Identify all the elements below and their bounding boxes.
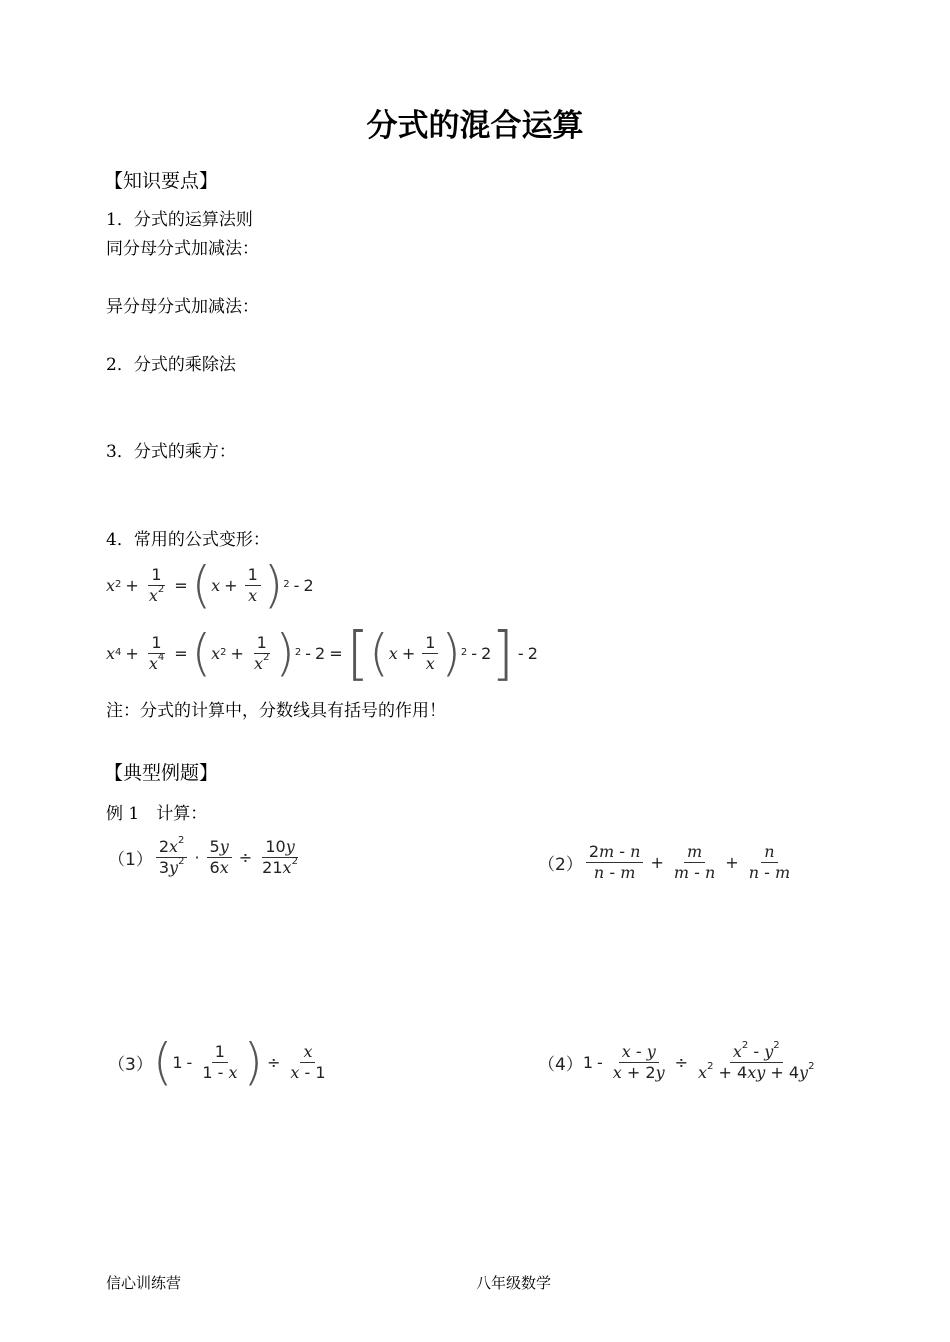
formula-identity-2: x 4 + $\frac{1}{x^4}$ = ( x 2 + $\frac{1}{x^2}$ ) 2 - 2 = [ ( x + $\frac{1}{x}$ ) 2 - 2 ] - 2	[106, 619, 538, 687]
problem-1-label: （1）	[108, 849, 153, 870]
problem-4-label: （4）	[538, 1054, 583, 1075]
problem-2: （2） $\frac{2m - n}{n - m}$ + $\frac{m}{m - n}$ + $\frac{n}{n - m}$	[538, 841, 791, 882]
same-denominator-rule: 同分母分式加减法：	[106, 239, 259, 259]
knowledge-item-4: 4．常用的公式变形：	[106, 530, 270, 550]
knowledge-heading: 【知识要点】	[104, 170, 219, 192]
examples-heading: 【典型例题】	[104, 762, 219, 784]
problem-1: （1） $\frac{2x^2}{3y^2}$ · $\frac{5y}{6x}$ ÷ $\frac{10y}{21x^2}$	[108, 834, 298, 877]
example-1-label: 例 1 计算：	[106, 804, 208, 824]
problem-4: （4） 1 - $\frac{x - y}{x + 2y}$ ÷ $\frac{x^2 - y^2}{x^2 + 4xy + 4y^2}$	[538, 1039, 815, 1082]
knowledge-item-3: 3．分式的乘方：	[106, 442, 236, 462]
problem-3-label: （3）	[108, 1054, 153, 1075]
footer-left: 信心训练营	[106, 1274, 182, 1292]
problem-2-label: （2）	[538, 854, 583, 875]
problem-3: （3） ( 1 - $\frac{1}{1 - x}$ ) ÷ $\frac{x}{x - 1}$	[108, 1033, 326, 1091]
footer-center: 八年级数学	[476, 1274, 552, 1292]
note: 注：分式的计算中，分数线具有括号的作用！	[106, 701, 446, 721]
knowledge-item-1: 1．分式的运算法则	[106, 210, 253, 230]
knowledge-item-2: 2．分式的乘除法	[106, 355, 236, 375]
different-denominator-rule: 异分母分式加减法：	[106, 297, 259, 317]
page-title: 分式的混合运算	[366, 108, 584, 144]
formula-identity-1: x 2 + $\frac{1}{x^2}$ = ( x + $\frac{1}{x}$ ) 2 - 2	[106, 556, 314, 614]
